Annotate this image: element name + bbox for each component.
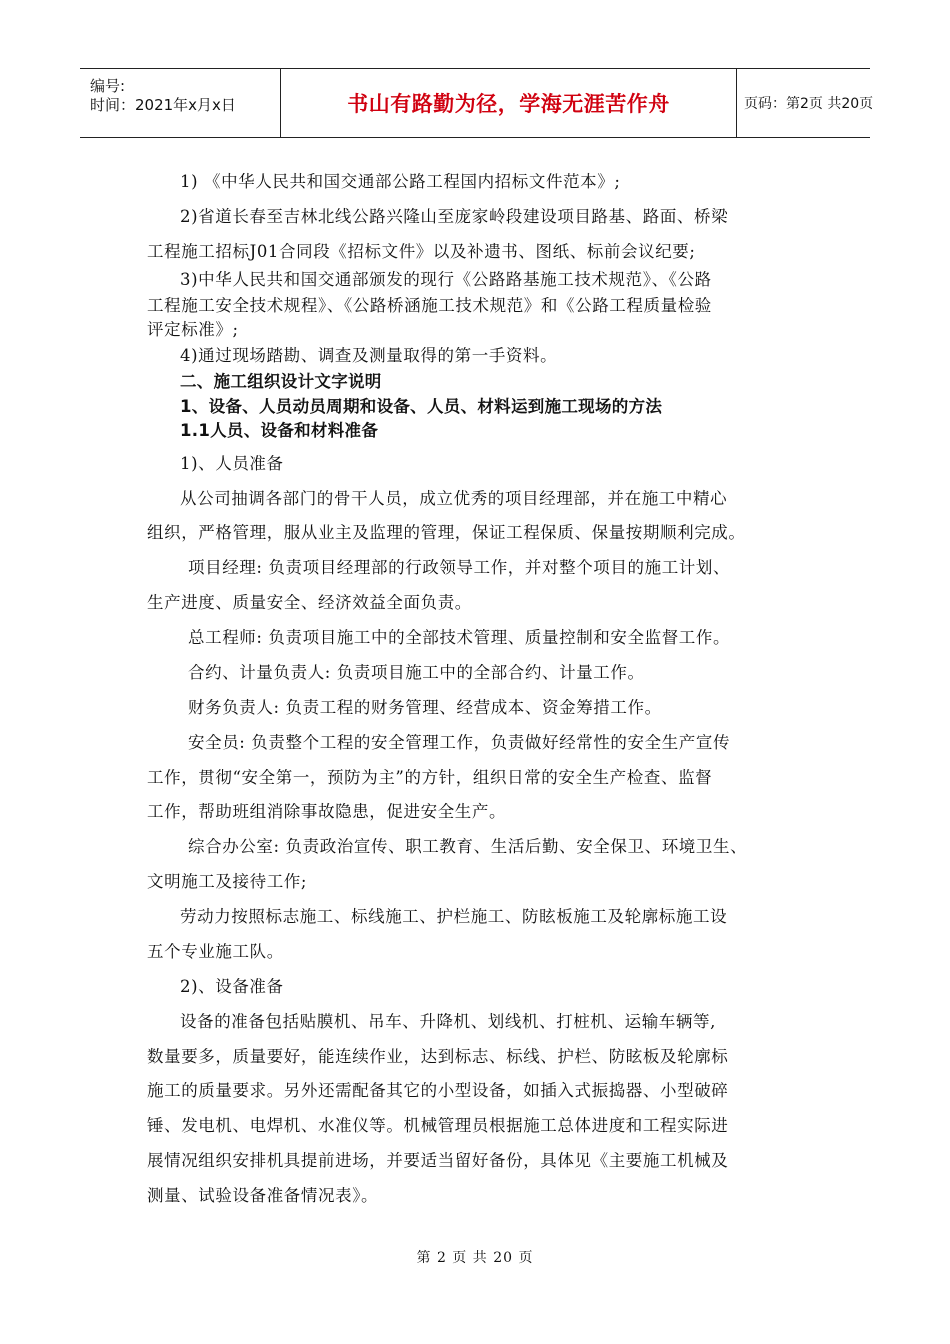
paragraph-line: 文明施工及接待工作; <box>147 872 308 891</box>
subsection-heading: 1.1人员、设备和材料准备 <box>180 421 379 440</box>
reference-item: 2)省道长春至吉林北线公路兴隆山至庞家岭段建设项目路基、路面、桥梁 <box>180 207 729 226</box>
paragraph-line: 设备的准备包括贴膜机、吊车、升降机、划线机、打桩机、运输车辆等, <box>180 1012 716 1031</box>
paragraph-line: 施工的质量要求。另外还需配备其它的小型设备，如插入式振捣器、小型破碎 <box>147 1081 729 1100</box>
paragraph-line: 组织，严格管理，服从业主及监理的管理，保证工程保质、保量按期顺利完成。 <box>147 523 746 542</box>
paragraph-line: 锤、发电机、电焊机、水准仪等。机械管理员根据施工总体进度和工程实际进 <box>147 1116 729 1135</box>
reference-item-continued: 评定标准》; <box>147 320 239 339</box>
paragraph-line: 劳动力按照标志施工、标线施工、护栏施工、防眩板施工及轮廓标施工设 <box>180 907 728 926</box>
document-date: 时间：2021年x月x日 <box>90 96 236 114</box>
paragraph-line: 综合办公室: 负责政治宣传、职工教育、生活后勤、安全保卫、环境卫生、 <box>188 837 748 856</box>
page-footer: 第 2 页 共 20 页 <box>416 1250 534 1266</box>
item-heading: 2)、设备准备 <box>180 977 284 996</box>
header-page-info: 页码：第2页 共20页 <box>744 96 874 112</box>
paragraph-line: 生产进度、质量安全、经济效益全面负责。 <box>147 593 472 612</box>
paragraph-line: 财务负责人: 负责工程的财务管理、经营成本、资金筹措工作。 <box>188 698 662 717</box>
header-meta-cell <box>80 69 280 137</box>
document-code-label: 编号: <box>90 77 126 95</box>
header-motto-cell <box>280 69 737 137</box>
reference-item-continued: 工程施工招标J01合同段《招标文件》以及补遗书、图纸、标前会议纪要; <box>147 242 696 261</box>
reference-item-continued: 工程施工安全技术规程》、《公路桥涵施工技术规范》和《公路工程质量检验 <box>147 296 712 315</box>
paragraph-line: 项目经理: 负责项目经理部的行政领导工作，并对整个项目的施工计划、 <box>188 558 731 577</box>
paragraph-line: 测量、试验设备准备情况表》。 <box>147 1186 379 1205</box>
reference-item: 1) 《中华人民共和国交通部公路工程国内招标文件范本》; <box>180 172 621 191</box>
paragraph-line: 展情况组织安排机具提前进场，并要适当留好备份，具体见《主要施工机械及 <box>147 1151 729 1170</box>
header-page-cell <box>736 69 878 137</box>
header-motto: 书山有路勤为径，学海无涯苦作舟 <box>347 92 670 116</box>
reference-item: 3)中华人民共和国交通部颁发的现行《公路路基施工技术规范》、《公路 <box>180 270 712 289</box>
item-heading: 1)、人员准备 <box>180 454 284 473</box>
paragraph-line: 安全员: 负责整个工程的安全管理工作，负责做好经常性的安全生产宣传 <box>188 733 731 752</box>
paragraph-line: 总工程师: 负责项目施工中的全部技术管理、质量控制和安全监督工作。 <box>188 628 731 647</box>
paragraph-line: 从公司抽调各部门的骨干人员，成立优秀的项目经理部，并在施工中精心 <box>180 489 728 508</box>
paragraph-line: 合约、计量负责人: 负责项目施工中的全部合约、计量工作。 <box>188 663 645 682</box>
subsection-heading: 1、设备、人员动员周期和设备、人员、材料运到施工现场的方法 <box>180 397 663 416</box>
section-heading: 二、施工组织设计文字说明 <box>180 372 382 391</box>
paragraph-line: 五个专业施工队。 <box>147 942 284 961</box>
paragraph-line: 工作，帮助班组消除事故隐患，促进安全生产。 <box>147 802 507 821</box>
paragraph-line: 工作，贯彻“安全第一，预防为主”的方针，组织日常的安全生产检查、监督 <box>147 768 713 787</box>
header-table <box>80 68 874 138</box>
paragraph-line: 数量要多，质量要好，能连续作业，达到标志、标线、护栏、防眩板及轮廓标 <box>147 1047 729 1066</box>
reference-item: 4)通过现场踏勘、调查及测量取得的第一手资料。 <box>180 346 558 365</box>
